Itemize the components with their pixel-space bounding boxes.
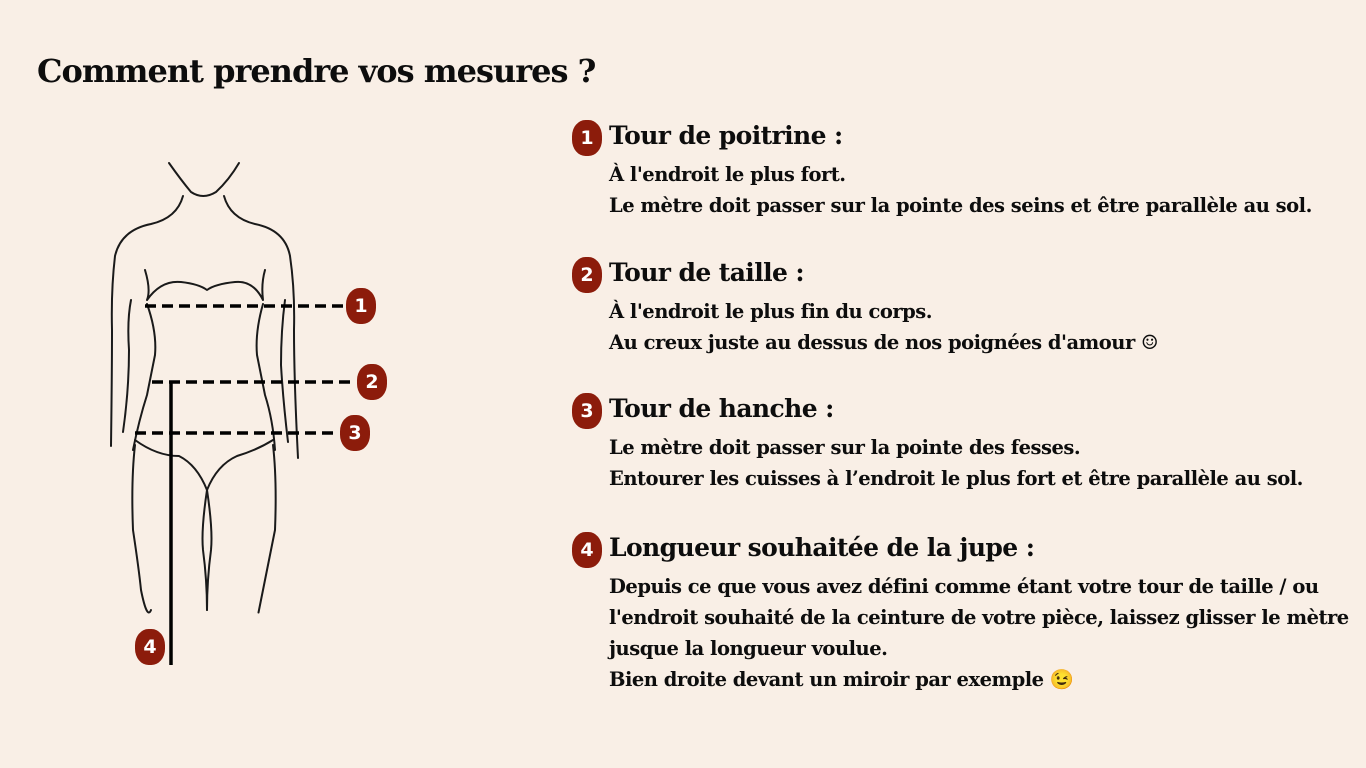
underwear-outline	[135, 440, 273, 490]
page-title: Comment prendre vos mesures ?	[37, 52, 596, 90]
step-text-line: l'endroit souhaité de la ceinture de votre pièce, laissez glisser le mètre	[609, 606, 1349, 629]
right-leg-inner-outline	[207, 490, 212, 610]
figure-marker-4: 4	[135, 629, 165, 665]
body-outline-illustration	[95, 150, 405, 675]
figure-marker-2: 2	[357, 364, 387, 400]
step-text-line: À l'endroit le plus fort.	[609, 163, 846, 186]
step-number-badge: 2	[572, 257, 602, 293]
body-measurement-diagram	[95, 150, 405, 675]
step-text-line: Entourer les cuisses à l’endroit le plus fort et être parallèle au sol.	[609, 467, 1303, 490]
bust-outline	[145, 270, 265, 300]
right-shoulder-outline	[224, 196, 298, 458]
step-text-line: Au creux juste au dessus de nos poignées d'amour ☺	[609, 331, 1159, 354]
left-inner-arm-outline	[123, 300, 131, 432]
neck-chin-outline	[169, 163, 239, 196]
step-description	[609, 571, 1349, 695]
step-description	[609, 432, 1349, 494]
left-leg-outer-outline	[132, 445, 151, 613]
left-leg-inner-outline	[203, 490, 208, 610]
step-text-line: jusque la longueur voulue.	[609, 637, 888, 660]
step-text-line: Le mètre doit passer sur la pointe des seins et être parallèle au sol.	[609, 194, 1312, 217]
left-torso-outline	[133, 304, 155, 450]
step-text-line: À l'endroit le plus fin du corps.	[609, 300, 933, 323]
step-text-line: Depuis ce que vous avez défini comme étant votre tour de taille / ou	[609, 575, 1319, 598]
step-title: Longueur souhaitée de la jupe :	[609, 533, 1035, 562]
step-number-badge: 3	[572, 393, 602, 429]
figure-marker-1: 1	[346, 288, 376, 324]
figure-marker-3: 3	[340, 415, 370, 451]
step-number-badge: 4	[572, 532, 602, 568]
step-title: Tour de poitrine :	[609, 121, 843, 150]
right-torso-outline	[257, 304, 275, 450]
step-number-badge: 1	[572, 120, 602, 156]
step-title: Tour de taille :	[609, 258, 805, 287]
right-inner-arm-outline	[281, 300, 288, 442]
step-description	[609, 159, 1349, 221]
step-text-line: Bien droite devant un miroir par exemple 😉	[609, 668, 1074, 691]
right-leg-outer-outline	[259, 445, 276, 613]
step-title: Tour de hanche :	[609, 394, 834, 423]
step-description	[609, 296, 1349, 358]
step-text-line: Le mètre doit passer sur la pointe des fesses.	[609, 436, 1081, 459]
